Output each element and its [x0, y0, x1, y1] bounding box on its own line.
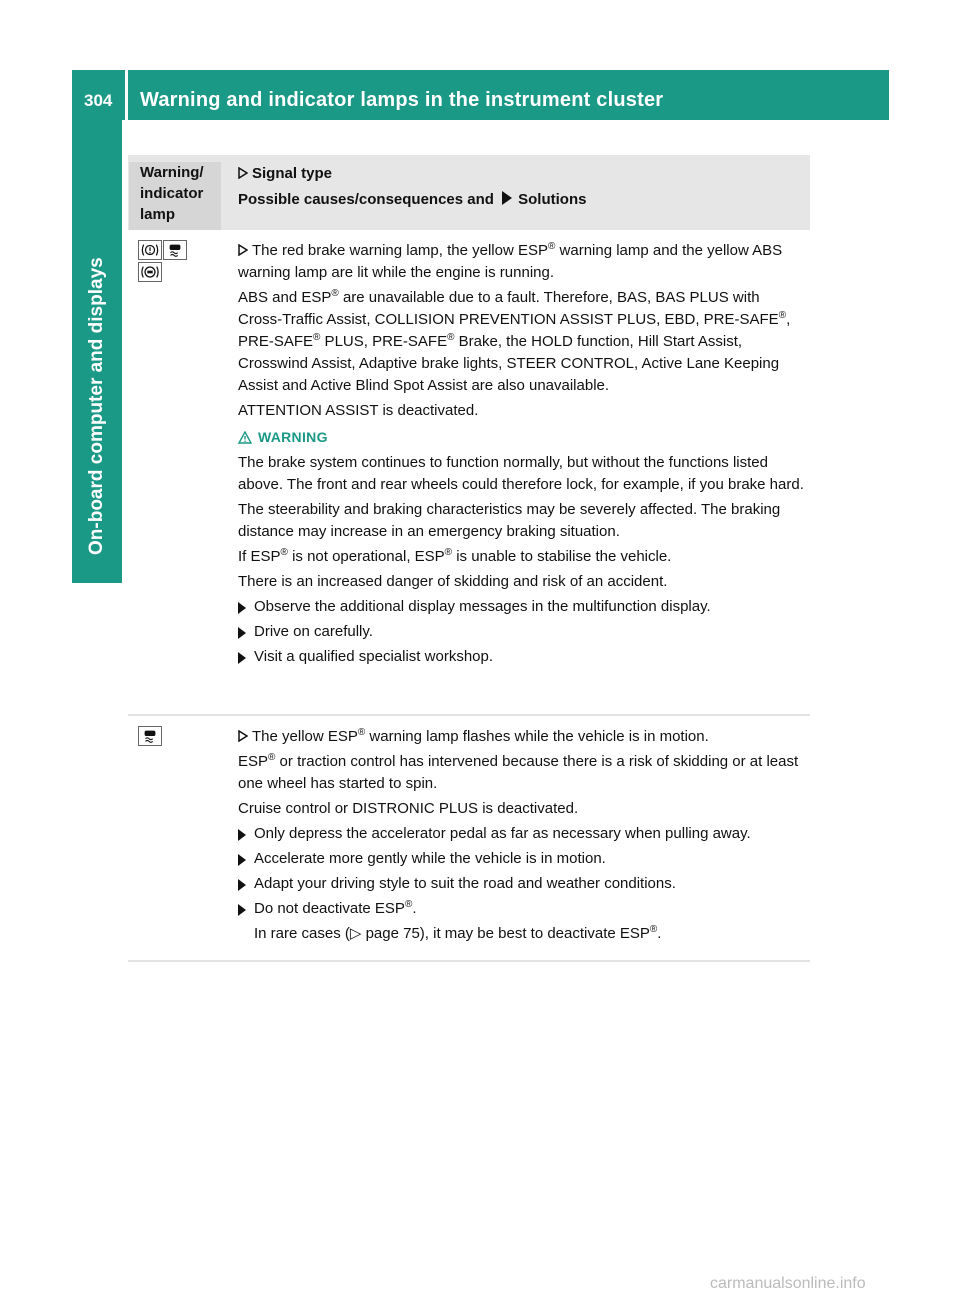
row2-step: Accelerate more gently while the vehicle is in motion.	[238, 848, 806, 870]
signal-type-label: Signal type	[252, 165, 333, 182]
header-divider	[125, 70, 128, 120]
row-separator	[128, 960, 810, 962]
abs-icon	[138, 262, 162, 282]
esp-skid-icon	[138, 726, 162, 746]
row1-attention: ATTENTION ASSIST is deactivated.	[238, 402, 479, 419]
warning-triangle-icon	[238, 431, 252, 444]
warning-text-4: There is an increased danger of skidding and risk of an accident.	[238, 573, 668, 590]
signal-triangle-icon	[238, 730, 248, 742]
col-header-causes	[238, 190, 586, 210]
solutions-label: Solutions	[518, 191, 587, 208]
brake-warning-icon	[138, 240, 162, 260]
warning-text-1: The brake system continues to function normally, but without the functions listed above. The front and rear wheels could therefore lock, for example, if you brake hard.	[238, 454, 804, 493]
col-header-lamp: Warning/ indicator lamp	[140, 164, 204, 223]
row1-step: Observe the additional display messages in the multifunction display.	[238, 596, 806, 618]
col-header-signal	[238, 164, 332, 184]
warning-heading: WARNING	[238, 426, 806, 448]
row1-step: Visit a qualified specialist workshop.	[238, 646, 806, 668]
row1-content	[238, 240, 806, 671]
signal-triangle-icon	[238, 167, 248, 179]
row2-note: In rare cases (▷ page 75), it may be best to deactivate ESP®.	[254, 924, 662, 942]
side-tab-label: On-board computer and displays	[86, 257, 107, 555]
solutions-arrow-icon	[502, 191, 512, 205]
row1-signal: The red brake warning lamp, the yellow ESP® warning lamp and the yellow ABS warning lamp are lit while the engine is running.	[238, 241, 783, 281]
causes-label: Possible causes/consequences and	[238, 191, 494, 208]
warning-text-3: If ESP® is not operational, ESP® is unable to stabilise the vehicle.	[238, 547, 672, 565]
row1-step: Drive on carefully.	[238, 621, 806, 643]
watermark: carmanualsonline.info	[710, 1275, 866, 1292]
row2-step: Do not deactivate ESP®.	[238, 898, 806, 920]
row1-cause: ABS and ESP® are unavailable due to a fault. Therefore, BAS, BAS PLUS with Cross-Traffic Assist, COLLISION PREVENTION ASSIST PLUS, EBD, PRE-SAFE®, PRE-SAFE® PLUS, PRE-SAFE® Brake, the HOLD function, Hill Start Assist, Crosswind Assist, Adaptive brake lights, STEER CONTROL, Active Lane Keeping Assist and Active Blind Spot Assist are also unavailable.	[238, 288, 791, 394]
page-title: Warning and indicator lamps in the instrument cluster	[140, 89, 664, 111]
row2-cruise: Cruise control or DISTRONIC PLUS is deactivated.	[238, 800, 579, 817]
row2-step: Adapt your driving style to suit the road and weather conditions.	[238, 873, 806, 895]
row2-cause: ESP® or traction control has intervened because there is a risk of skidding or at least one wheel has started to spin.	[238, 752, 799, 792]
row2-content	[238, 726, 806, 948]
signal-triangle-icon	[238, 244, 248, 256]
esp-skid-icon	[163, 240, 187, 260]
row2-step: Only depress the accelerator pedal as far as necessary when pulling away.	[238, 823, 806, 845]
warning-text-2: The steerability and braking characteristics may be severely affected. The braking distance may increase in an emergency braking situation.	[238, 501, 781, 540]
row2-signal: The yellow ESP® warning lamp flashes while the vehicle is in motion.	[238, 726, 806, 748]
row-separator	[128, 714, 810, 716]
page-number: 304	[84, 91, 113, 110]
